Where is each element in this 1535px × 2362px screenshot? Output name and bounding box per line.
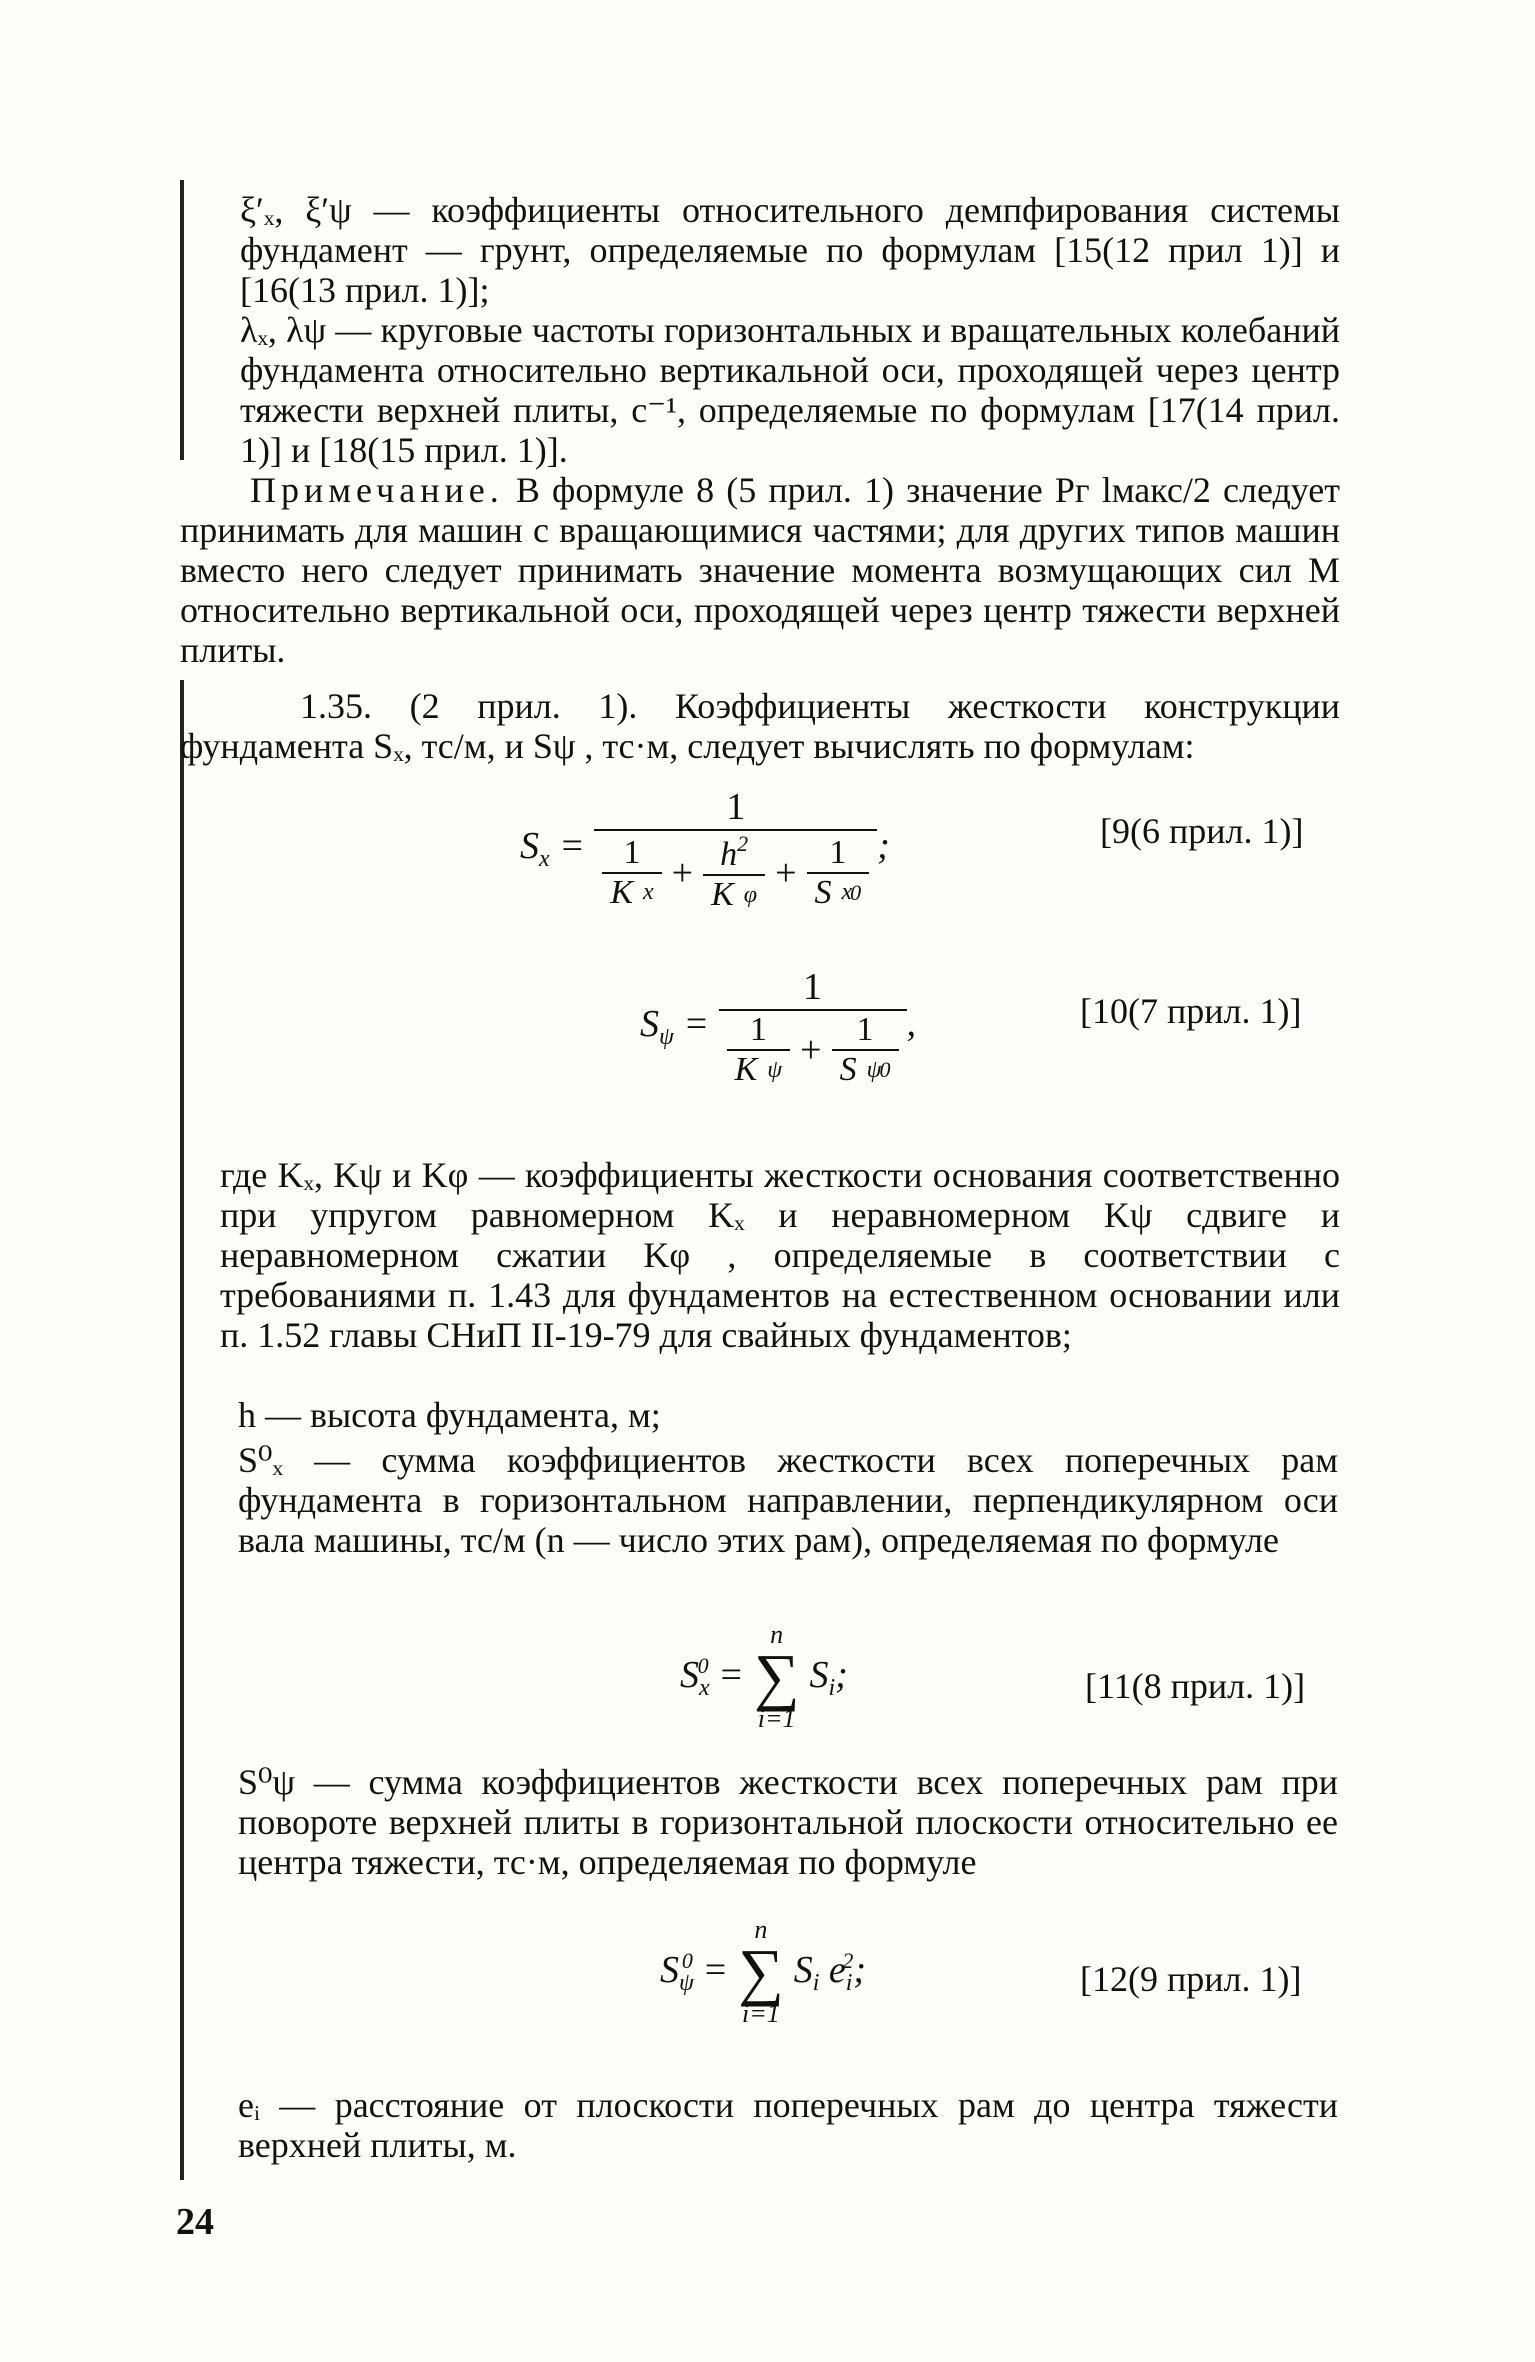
formula-10-ref: [10(7 прил. 1)]	[1080, 991, 1302, 1031]
formula-sx0-sum: $S_x^0$ = n ∑ i=1 $S_i$;	[680, 1620, 848, 1733]
formula-12-ref: [12(9 прил. 1)]	[1080, 1959, 1302, 1999]
margin-bar-top	[180, 180, 184, 460]
formula-sx: $S_x$ = 1 1 K x + $h^2$ K φ + 1 S x 0 ;	[520, 786, 890, 913]
definition-spsi0: S⁰ψ — сумма коэффициентов жесткости всех поперечных рам при повороте верхней плиты в горизонтальной плоскости относительно ее центра тяжести, тс·м, определяемая по формуле	[238, 1762, 1338, 1882]
page-number: 24	[176, 2201, 214, 2243]
definition-lambda: λₓ, λψ — круговые частоты горизонтальных и вращательных колебаний фундамента относительно вертикальной оси, проходящей через центр тяжести верхней плиты, с⁻¹, определяемые по формулам [17(14 прил. 1)] и [18(15 прил. 1)].	[240, 310, 1340, 470]
definition-h: h — высота фундамента, м;	[238, 1395, 661, 1435]
margin-bar-bottom	[180, 680, 184, 2180]
note-label: Примечание.	[250, 470, 504, 510]
formula-spsi: $S_\psi$ = 1 1 K ψ + 1 S ψ 0 ,	[640, 966, 916, 1088]
definition-xi: ξ′ₓ, ξ′ψ — коэффициенты относительного демпфирования системы фундамент — грунт, определяемые по формулам [15(12 прил 1)] и [16(13 прил. 1)];	[240, 190, 1340, 310]
section-1-35: 1.35. (2 прил. 1). Коэффициенты жесткости конструкции фундамента Sₓ, тс/м, и Sψ , тс·м, следует вычислять по формулам:	[180, 686, 1340, 766]
where-coefficients: где Kₓ, Kψ и Kφ — коэффициенты жесткости основания соответственно при упругом равномерном Kₓ и неравномерном Kψ сдвиге и неравномерном сжатии Kφ , определяемые в соответствии с требованиями п. 1.43 для фундаментов на естественном основании или п. 1.52 главы СНиП II-19-79 для свайных фундаментов;	[220, 1155, 1340, 1355]
formula-11-ref: [11(8 прил. 1)]	[1085, 1666, 1306, 1706]
note-paragraph	[180, 470, 1340, 670]
note-text: В формуле 8 (5 прил. 1) значение Pг lмакс/2 следует принимать для машин с вращающимися частями; для других типов машин вместо него следует принимать значение момента возмущающих сил M относительно вертикальной оси, проходящей через центр тяжести верхней плиты.	[180, 470, 1341, 670]
formula-9-ref: [9(6 прил. 1)]	[1100, 811, 1304, 851]
definition-sx0: S⁰ₓ — сумма коэффициентов жесткости всех поперечных рам фундамента в горизонтальном направлении, перпендикулярном оси вала машины, тс/м (n — число этих рам), определяемая по формуле	[238, 1440, 1338, 1560]
definition-e: eᵢ — расстояние от плоскости поперечных рам до центра тяжести верхней плиты, м.	[238, 2085, 1338, 2165]
formula-spsi0-sum: $S_\psi^0$ = n ∑ i=1 $S_i$ $e_i^2$;	[660, 1915, 867, 2028]
